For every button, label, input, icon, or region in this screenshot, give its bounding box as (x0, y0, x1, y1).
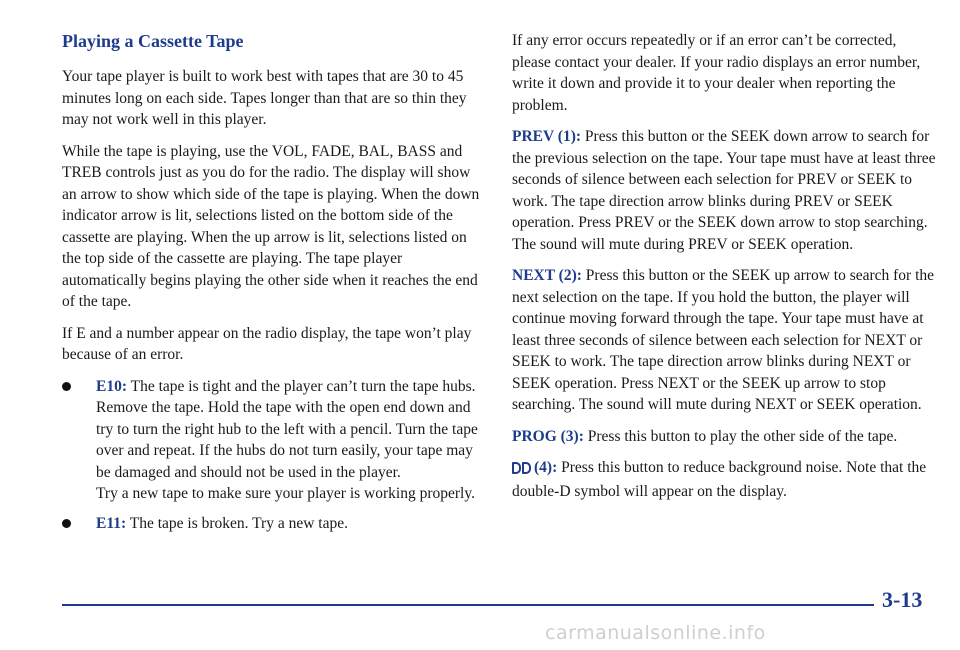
prev-text: Press this button or the SEEK down arrow to search for the previous selection on the tape. Your tape must have at least three seconds of silence between each selection for PREV or SEEK to work. The tape direction arrow blinks during PREV or SEEK operation. Press PREV or the SEEK down arrow to stop searching. The sound will mute during PREV or SEEK operation. (512, 128, 936, 253)
paragraph-tape-controls: While the tape is playing, use the VOL, FADE, BAL, BASS and TREB controls just as you do for the radio. The display will show an arrow to show which side of the tape is playing. When the down indicator arrow is lit, selections listed on the bottom side of the cassette are playing. When the up arrow is lit, selections listed on the top side of the cassette are playing. The tape player automatically begins playing the other side when it reaches the end of the tape. (62, 142, 480, 310)
page-number: 3-13 (882, 587, 923, 612)
prog-text: Press this button to play the other side of the tape. (583, 427, 898, 445)
error-item-e11 (62, 513, 482, 535)
error-list (62, 376, 482, 535)
dolby-label: (4): (534, 459, 558, 476)
error-code-e11: E11: (96, 514, 127, 532)
watermark: carmanualsonline.info (545, 622, 766, 644)
error-code-e10: E10: (96, 377, 127, 395)
dolby-text: Press this button to reduce background noise. Note that the double-D symbol will appear on the display. (512, 459, 927, 500)
bullet-icon (62, 519, 71, 528)
error-text-e11: The tape is broken. Try a new tape. (126, 514, 348, 532)
next-label: NEXT (2): (512, 267, 582, 284)
paragraph-prog (512, 426, 936, 448)
section-heading: Playing a Cassette Tape (62, 31, 244, 51)
left-column (62, 30, 482, 542)
paragraph-prev (512, 126, 936, 255)
paragraph-dolby (512, 457, 936, 502)
prev-label: PREV (1): (512, 128, 582, 145)
footer-rule (62, 604, 874, 606)
paragraph-error-intro: If E and a number appear on the radio display, the tape won’t play because of an error. (62, 324, 472, 363)
paragraph-next (512, 265, 936, 416)
prog-label: PROG (3): (512, 427, 584, 445)
error-extra-e10: Try a new tape to make sure your player is working properly. (96, 485, 475, 502)
error-item-e10 (62, 376, 482, 505)
paragraph-tape-length: Your tape player is built to work best with tapes that are 30 to 45 minutes long on each side. Tapes longer than that are so thin they may not work well in this player. (62, 68, 467, 128)
paragraph-repeated-error: If any error occurs repeatedly or if an error can’t be corrected, please contact your dealer. If your radio displays an error number, write it down and provide it to your dealer when reporting the problem. (512, 32, 921, 114)
right-column (512, 30, 936, 512)
error-text-e10: The tape is tight and the player can’t turn the tape hubs. Remove the tape. Hold the tape with the open end down and try to turn the right hub to the left with a pencil. Turn the tape over and repeat. If the hubs do not turn easily, your tape may be damaged and should not be used in the player. (96, 377, 478, 481)
bullet-icon (62, 382, 71, 391)
next-text: Press this button or the SEEK up arrow to search for the next selection on the tape. If you hold the button, the player will continue moving forward through the tape. Your tape must have at least three seconds of silence between each selection for NEXT or SEEK to work. The tape direction arrow blinks during NEXT or SEEK operation. Press NEXT or the SEEK up arrow to stop searching. The sound will mute during NEXT or SEEK operation. (512, 267, 935, 413)
double-d-icon (512, 459, 532, 481)
